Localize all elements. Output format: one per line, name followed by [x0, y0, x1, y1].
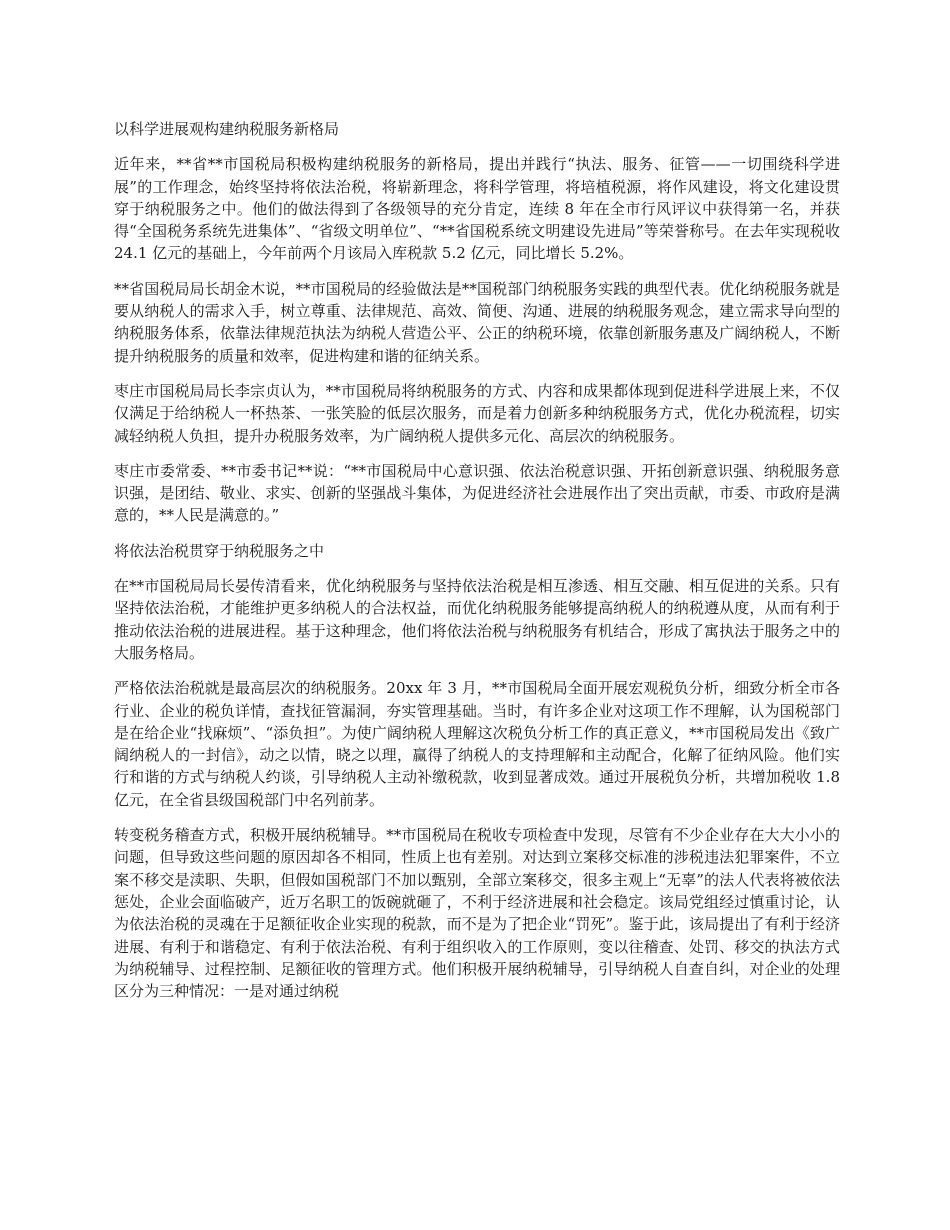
document-title: 以科学进展观构建纳税服务新格局	[114, 120, 340, 138]
paragraph: 近年来，**省**市国税局积极构建纳税服务的新格局，提出并践行“执法、服务、征管——一切围绕科学进展”的工作理念，始终坚持将依法治税，将崭新理念，将科学管理，将培植税源，将作风建设，将文化建设贯穿于纳税服务之中。他们的做法得到了各级领导的充分肯定，连续 8 年在全市行风评议中获得第一名，并获得“全国税务系统先进集体”、“省级文明单位”、“**省国税系统文明建设先进局”等荣誉称号。在去年实现税收 24.1 亿元的基础上，今年前两个月该局入库税款 5.2 亿元，同比增长 5.2%。	[114, 155, 840, 263]
paragraph: 枣庄市国税局局长李宗贞认为，**市国税局将纳税服务的方式、内容和成果都体现到促进科学进展上来，不仅仅满足于给纳税人一杯热茶、一张笑脸的低层次服务，而是着力创新多种纳税服务方式，优化办税流程，切实减轻纳税人负担，提升办税服务效率，为广阔纳税人提供多元化、高层次的纳税服务。	[114, 381, 840, 445]
paragraph: 严格依法治税就是最高层次的纳税服务。20xx 年 3 月，**市国税局全面开展宏观税负分析，细致分析全市各行业、企业的税负详情，查找征管漏洞，夯实管理基础。当时，有许多企业对这项工作不理解，认为国税部门是在给企业“找麻烦”、“添负担”。为使广阔纳税人理解这次税负分析工作的真正意义，**市国税局发出《致广阔纳税人的一封信》，动之以情，晓之以理，赢得了纳税人的支持理解和主动配合，化解了征纳风险。他们实行和谐的方式与纳税人约谈，引导纳税人主动补缴税款，收到显著成效。通过开展税负分析，共增加税收 1.8 亿元，在全省县级国税部门中名列前茅。	[114, 679, 840, 809]
paragraph: **省国税局局长胡金木说，**市国税局的经验做法是**国税部门纳税服务实践的典型代表。优化纳税服务就是要从纳税人的需求入手，树立尊重、法律规范、高效、简便、沟通、进展的纳税服务观念，建立需求导向型的纳税服务体系，依靠法律规范执法为纳税人营造公平、公正的纳税环境，依靠创新服务惠及广阔纳税人，不断提升纳税服务的质量和效率，促进构建和谐的征纳关系。	[114, 279, 840, 365]
paragraph: 枣庄市委常委、**市委书记**说：“**市国税局中心意识强、依法治税意识强、开拓创新意识强、纳税服务意识强，是团结、敬业、求实、创新的坚强战斗集体，为促进经济社会进展作出了突出贡献，市委、市政府是满意的，**人民是满意的。”	[114, 461, 840, 525]
paragraph: 在**市国税局局长晏传清看来，优化纳税服务与坚持依法治税是相互渗透、相互交融、相互促进的关系。只有坚持依法治税，才能维护更多纳税人的合法权益，而优化纳税服务能够提高纳税人的纳税遵从度，从而有利于推动依法治税的进展进程。基于这种理念，他们将依法治税与纳税服务有机结合，形成了寓执法于服务之中的大服务格局。	[114, 577, 840, 662]
section-heading: 将依法治税贯穿于纳税服务之中	[114, 541, 325, 560]
document-page	[114, 118, 840, 1015]
paragraph: 转变税务稽查方式，积极开展纳税辅导。**市国税局在税收专项检查中发现，尽管有不少企业存在大大小小的问题，但导致这些问题的原因却各不相同，性质上也有差别。对达到立案移交标准的涉税违法犯罪案件，不立案不移交是渎职、失职，但假如国税部门不加以甄别，全部立案移交，很多主观上“无辜”的法人代表将被依法惩处，企业会面临破产，近万名职工的饭碗就砸了，不利于经济进展和社会稳定。该局党组经过慎重讨论，认为依法治税的灵魂在于足额征收企业实现的税款，而不是为了把企业“罚死”。鉴于此，该局提出了有利于经济进展、有利于和谐稳定、有利于依法治税、有利于组织收入的工作原则，变以往稽查、处罚、移交的执法方式为纳税辅导、过程控制、足额征收的管理方式。他们积极开展纳税辅导，引导纳税人自查自纠，对企业的处理区分为三种情况：一是对通过纳税	[114, 826, 840, 1001]
